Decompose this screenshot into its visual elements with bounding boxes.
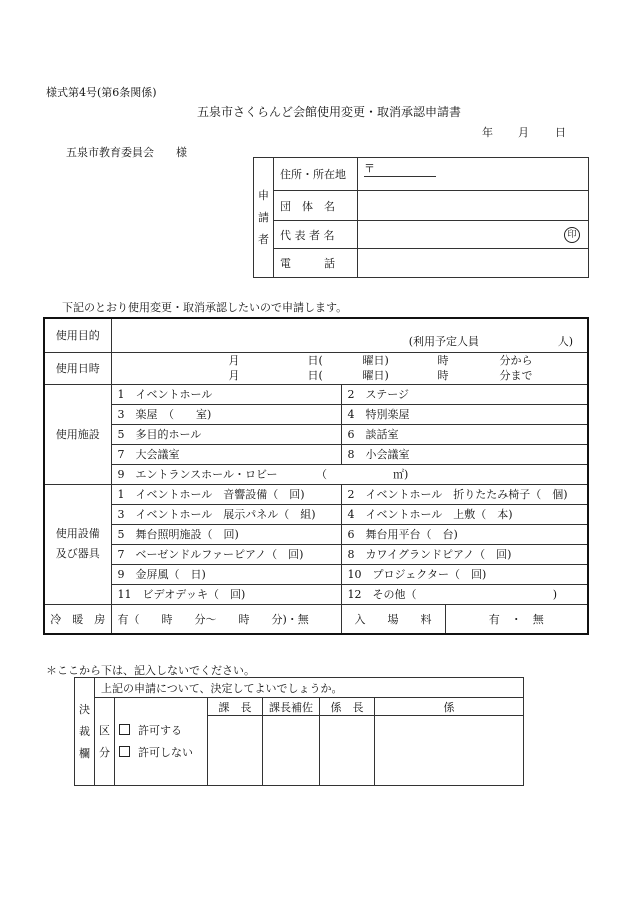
facility-item[interactable]: 8 小会議室 bbox=[341, 444, 588, 464]
phone-field[interactable] bbox=[358, 249, 589, 278]
role-staff: 係 bbox=[375, 698, 524, 716]
intro-text: 下記のとおり使用変更・取消承認したいので申請します。 bbox=[62, 301, 348, 314]
equipment-item[interactable]: 6 舞台用平台（ 台) bbox=[341, 524, 588, 544]
people-label: (利用予定人員 bbox=[408, 334, 479, 348]
datetime-label: 使用日時 bbox=[44, 352, 111, 384]
phone-label: 電 話 bbox=[274, 249, 358, 278]
decision-options bbox=[115, 698, 208, 786]
role-section-chief: 課 長 bbox=[208, 698, 263, 716]
main-table bbox=[43, 317, 589, 635]
group-name-field[interactable] bbox=[358, 191, 589, 221]
seal-box-subsection-chief[interactable] bbox=[320, 716, 375, 786]
equipment-label: 使用設備 及び器具 bbox=[44, 484, 111, 604]
seal-box-staff[interactable] bbox=[375, 716, 524, 786]
date-month: 月 bbox=[518, 126, 529, 139]
office-table bbox=[74, 677, 524, 786]
equipment-item[interactable]: 4 イベントホール 上敷（ 本) bbox=[341, 504, 588, 524]
admission-fee-field[interactable]: 有 ・ 無 bbox=[488, 612, 544, 626]
address-label: 住所・所在地 bbox=[274, 158, 358, 191]
facilities-label: 使用施設 bbox=[44, 384, 111, 484]
office-note: ＊ここから下は、記入しないでください。 bbox=[46, 664, 255, 677]
datetime-field[interactable]: 月 日( 曜日) 時 分から 月 日( 曜日) 時 分まで bbox=[111, 352, 588, 384]
seal-box-deputy-chief[interactable] bbox=[263, 716, 320, 786]
facility-item[interactable]: 7 大会議室 bbox=[111, 444, 341, 464]
role-deputy-chief: 課長補佐 bbox=[263, 698, 320, 716]
facility-item[interactable]: 5 多目的ホール bbox=[111, 424, 341, 444]
checkbox-icon[interactable] bbox=[119, 724, 130, 735]
equipment-item[interactable]: 10 プロジェクター（ 回) bbox=[341, 564, 588, 584]
role-subsection-chief: 係 長 bbox=[320, 698, 375, 716]
address-field[interactable]: 〒 bbox=[358, 158, 589, 191]
purpose-label: 使用目的 bbox=[44, 318, 111, 352]
representative-field[interactable] bbox=[358, 221, 589, 249]
people-unit: 人) bbox=[557, 334, 573, 348]
equipment-item[interactable]: 11 ビデオデッキ（ 回) bbox=[111, 584, 341, 604]
applicant-table bbox=[253, 157, 589, 278]
facility-item[interactable]: 4 特別楽屋 bbox=[341, 404, 588, 424]
equipment-item[interactable]: 3 イベントホール 展示パネル（ 組) bbox=[111, 504, 341, 524]
seal-box-section-chief[interactable] bbox=[208, 716, 263, 786]
equipment-item[interactable]: 2 イベントホール 折りたたみ椅子（ 個) bbox=[341, 484, 588, 504]
equipment-item[interactable]: 5 舞台照明施設（ 回) bbox=[111, 524, 341, 544]
equipment-item[interactable]: 1 イベントホール 音響設備（ 回) bbox=[111, 484, 341, 504]
applicant-side-label: 申 請 者 bbox=[254, 158, 274, 278]
office-question: 上記の申請について、決定してよいでしょうか。 bbox=[95, 678, 524, 698]
date-day: 日 bbox=[555, 126, 566, 139]
equipment-item[interactable]: 8 カワイグランドピアノ（ 回) bbox=[341, 544, 588, 564]
checkbox-icon[interactable] bbox=[119, 746, 130, 757]
equipment-item[interactable]: 9 金屏風（ 日) bbox=[111, 564, 341, 584]
deny-option[interactable]: 許可しない bbox=[119, 742, 207, 764]
facility-item[interactable]: 1 イベントホール bbox=[111, 384, 341, 404]
seal-icon: 印 bbox=[564, 227, 580, 243]
equipment-item-other[interactable]: 12 その他（ ) bbox=[341, 584, 588, 604]
cooling-field[interactable]: 有（ 時 分～ 時 分)・無 bbox=[111, 604, 341, 634]
division-label: 区 分 bbox=[95, 698, 115, 786]
facility-item[interactable]: 2 ステージ bbox=[341, 384, 588, 404]
facility-item-entrance[interactable]: 9 エントランスホール・ロビー （ ㎡) bbox=[111, 464, 588, 484]
representative-label: 代 表 者 名 bbox=[274, 221, 358, 249]
group-name-label: 団 体 名 bbox=[274, 191, 358, 221]
admission-fee-label: 入 場 料 bbox=[342, 605, 446, 633]
date-year: 年 bbox=[482, 126, 493, 139]
form-title: 五泉市さくらんど会館使用変更・取消承認申請書 bbox=[197, 105, 462, 119]
equipment-item[interactable]: 7 ベーゼンドルファーピアノ（ 回) bbox=[111, 544, 341, 564]
facility-item[interactable]: 3 楽屋 （ 室) bbox=[111, 404, 341, 424]
purpose-field[interactable] bbox=[111, 318, 588, 352]
addressee: 五泉市教育委員会 様 bbox=[66, 146, 187, 159]
office-side-label: 決 裁 欄 bbox=[75, 678, 95, 786]
permit-option[interactable]: 許可する bbox=[119, 720, 207, 742]
form-number: 様式第4号(第6条関係) bbox=[46, 86, 157, 99]
facility-item[interactable]: 6 談話室 bbox=[341, 424, 588, 444]
cooling-label: 冷 暖 房 bbox=[44, 604, 111, 634]
